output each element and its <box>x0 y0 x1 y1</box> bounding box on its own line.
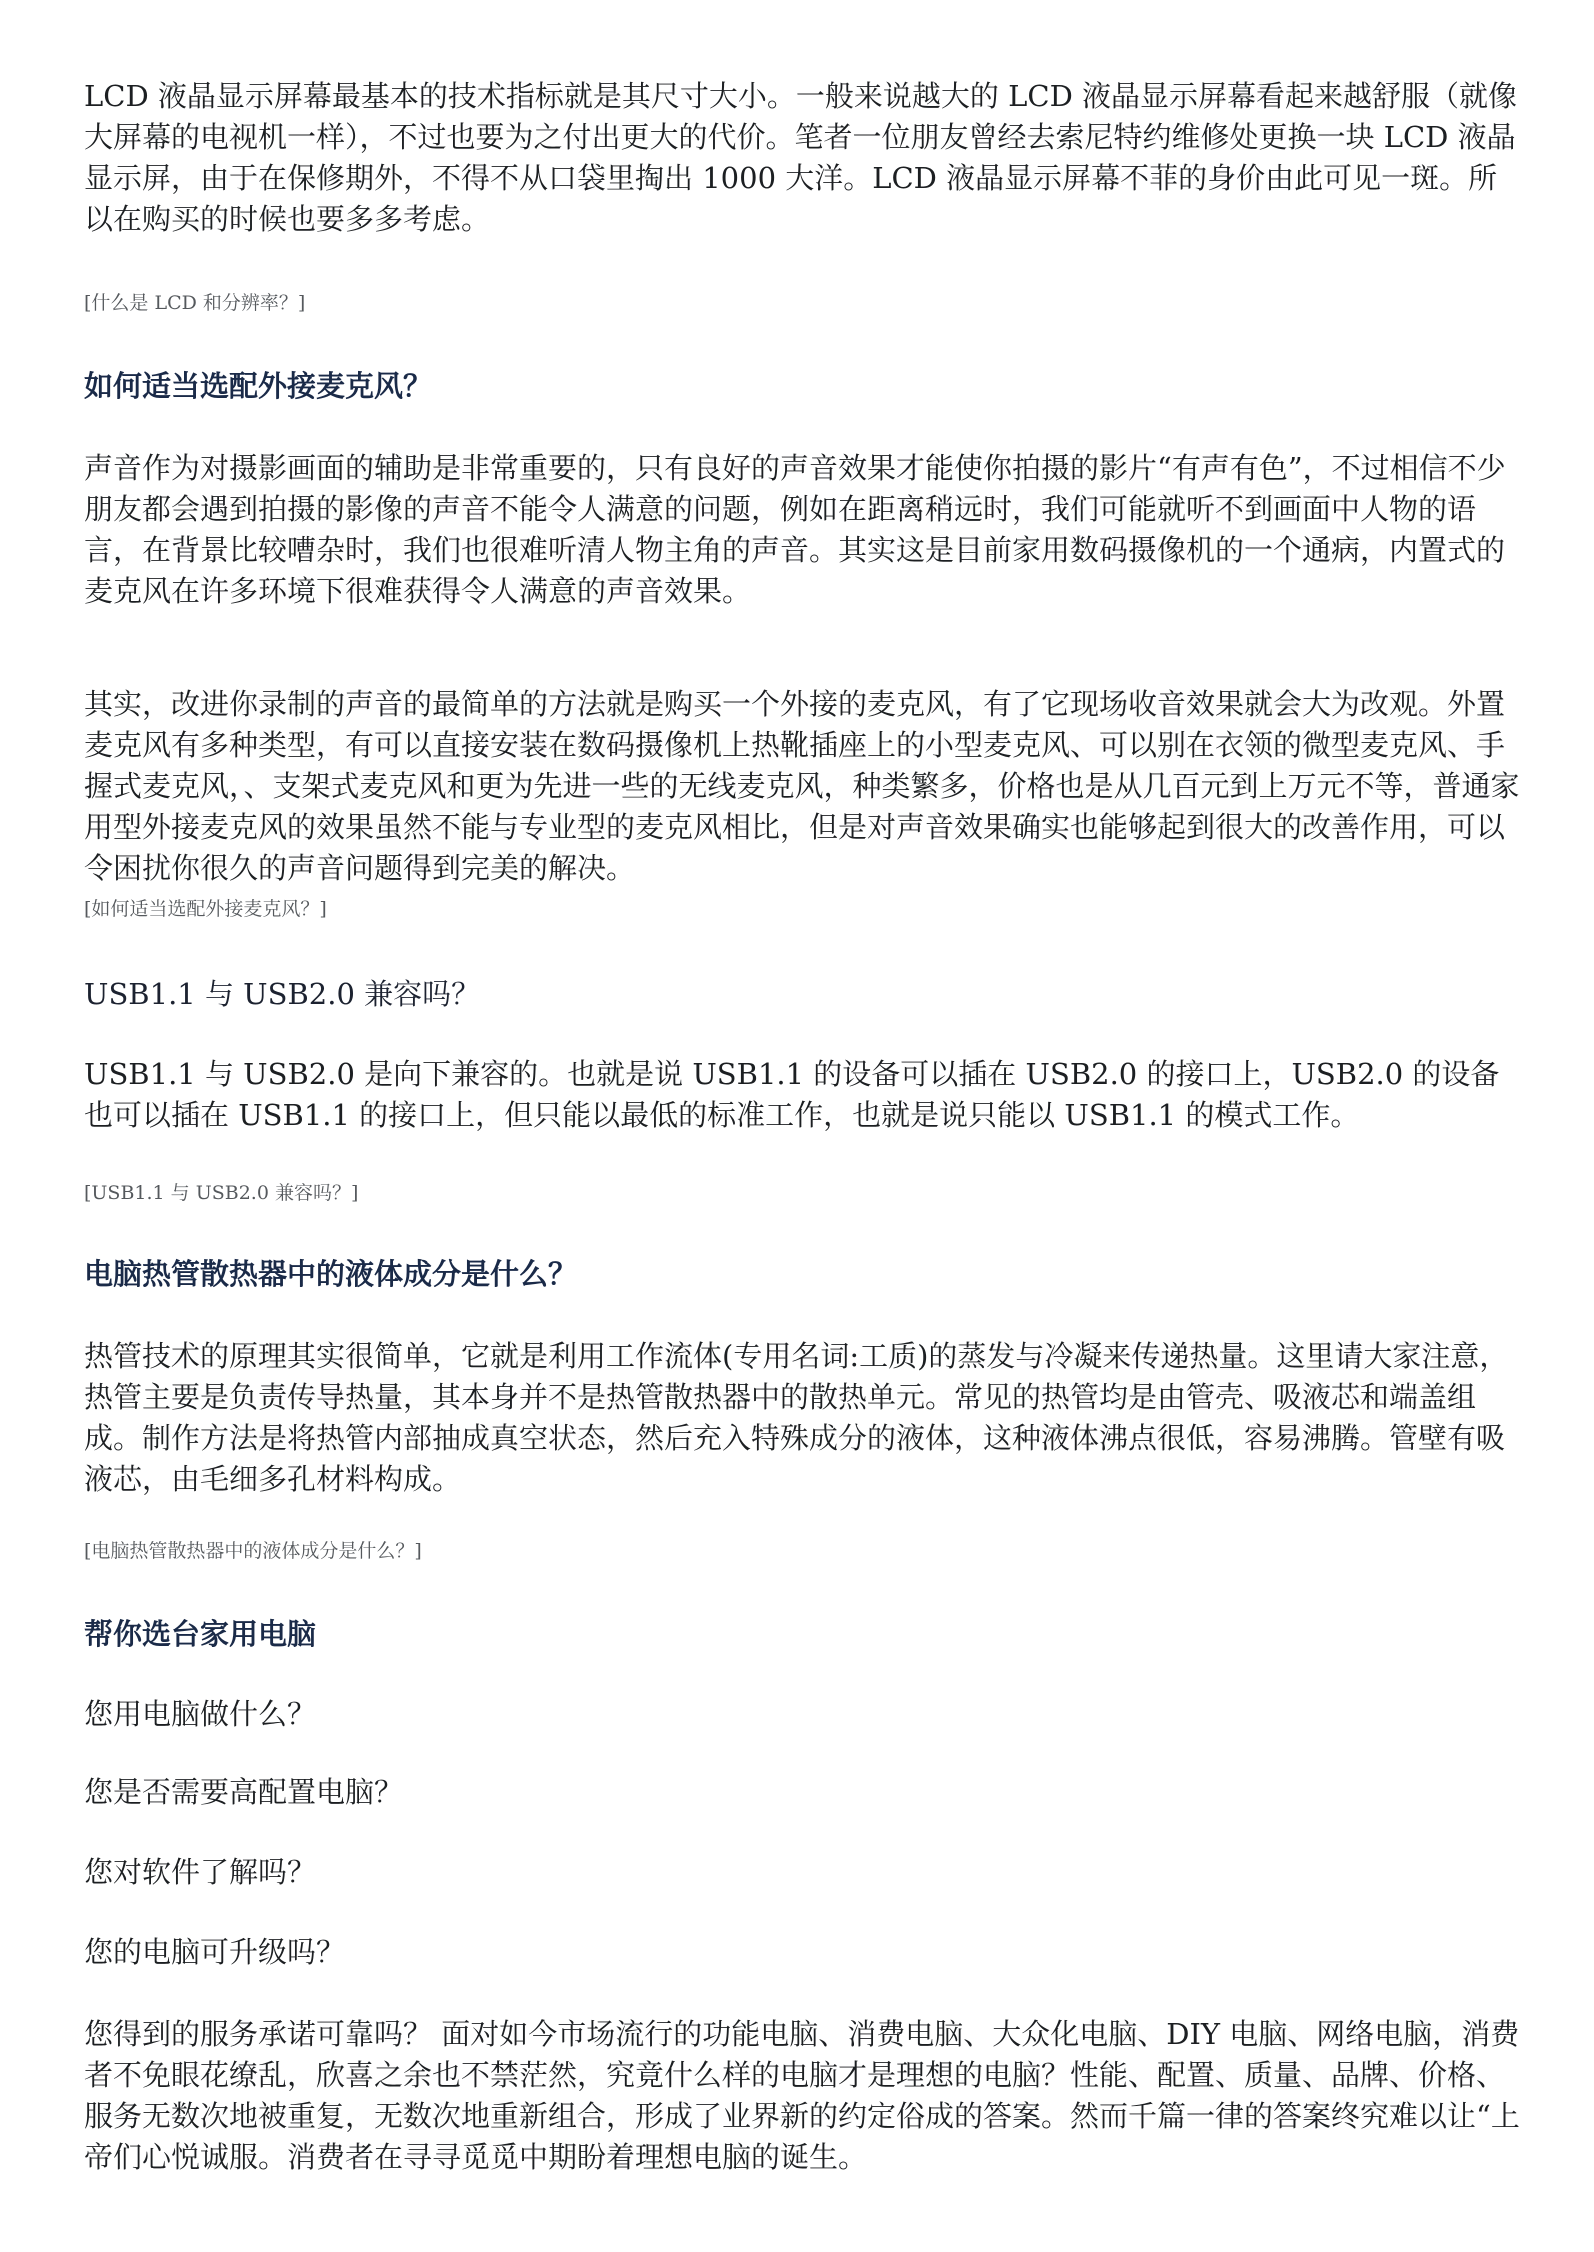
heatpipe-paragraph: 热管技术的原理其实很简单，它就是利用工作流体(专用名词:工质)的蒸发与冷凝来传递热量。这里请大家注意，热管主要是负责传导热量，其本身并不是热管散热器中的散热单元。常见的热管均是由管壳、吸液芯和端盖组成。制作方法是将热管内部抽成真空状态，然后充入特殊成分的液体，这种液体沸点很低，容易沸腾。管壁有吸液芯，由毛细多孔材料构成。 <box>84 1339 1509 1496</box>
homepc-question-1: 您用电脑做什么？ <box>84 1697 317 1731</box>
microphone-heading: 如何适当选配外接麦克风？ <box>84 369 433 403</box>
heatpipe-reference-link[interactable]: [电脑热管散热器中的液体成分是什么？] <box>84 1540 422 1562</box>
microphone-reference-link[interactable]: [如何适当选配外接麦克风？] <box>84 898 327 920</box>
lcd-reference-link[interactable]: [什么是 LCD 和分辨率？] <box>84 292 306 314</box>
heatpipe-heading: 电脑热管散热器中的液体成分是什么？ <box>84 1257 578 1291</box>
homepc-question-3: 您对软件了解吗？ <box>84 1855 317 1889</box>
usb-heading: USB1.1 与 USB2.0 兼容吗？ <box>84 977 481 1011</box>
usb-paragraph: USB1.1 与 USB2.0 是向下兼容的。也就是说 USB1.1 的设备可以插在 USB2.0 的接口上，USB2.0 的设备也可以插在 USB1.1 的接口上，但只能以最低的标准工作，也就是说只能以 USB1.1 的模式工作。 <box>84 1057 1500 1132</box>
lcd-paragraph: LCD 液晶显示屏幕最基本的技术指标就是其尺寸大小。一般来说越大的 LCD 液晶显示屏幕看起来越舒服（就像大屏幕的电视机一样），不过也要为之付出更大的代价。笔者一位朋友曾经去索尼特约维修处更换一块 LCD 液晶显示屏，由于在保修期外，不得不从口袋里掏出 1000 大洋。LCD 液晶显示屏幕不菲的身价由此可见一斑。所以在购买的时候也要多多考虑。 <box>84 79 1518 236</box>
microphone-paragraph-2: 其实，改进你录制的声音的最简单的方法就是购买一个外接的麦克风，有了它现场收音效果就会大为改观。外置麦克风有多种类型，有可以直接安装在数码摄像机上热靴插座上的小型麦克风、可以别在衣领的微型麦克风、手握式麦克风，、支架式麦克风和更为先进一些的无线麦克风，种类繁多，价格也是从几百元到上万元不等，普通家用型外接麦克风的效果虽然不能与专业型的麦克风相比，但是对声音效果确实也能够起到很大的改善作用，可以令困扰你很久的声音问题得到完美的解决。 <box>84 687 1520 885</box>
homepc-question-4: 您的电脑可升级吗？ <box>84 1935 346 1969</box>
usb-reference-link[interactable]: [USB1.1 与 USB2.0 兼容吗？] <box>84 1182 359 1204</box>
homepc-question-2: 您是否需要高配置电脑？ <box>84 1775 404 1809</box>
homepc-paragraph: 您得到的服务承诺可靠吗？ 面对如今市场流行的功能电脑、消费电脑、大众化电脑、DIY 电脑、网络电脑，消费者不免眼花缭乱，欣喜之余也不禁茫然，究竟什么样的电脑才是理想的电脑？性能、配置、质量、品牌、价格、服务无数次地被重复，无数次地重新组合，形成了业界新的约定俗成的答案。然而千篇一律的答案终究难以让“上帝们心悦诚服。消费者在寻寻觅觅中期盼着理想电脑的诞生。 <box>84 2017 1520 2174</box>
microphone-paragraph-1: 声音作为对摄影画面的辅助是非常重要的，只有良好的声音效果才能使你拍摄的影片“有声有色”，不过相信不少朋友都会遇到拍摄的影像的声音不能令人满意的问题，例如在距离稍远时，我们可能就听不到画面中人物的语言，在背景比较嘈杂时，我们也很难听清人物主角的声音。其实这是目前家用数码摄像机的一个通病，内置式的麦克风在许多环境下很难获得令人满意的声音效果。 <box>84 451 1506 608</box>
homepc-heading: 帮你选台家用电脑 <box>84 1617 317 1651</box>
